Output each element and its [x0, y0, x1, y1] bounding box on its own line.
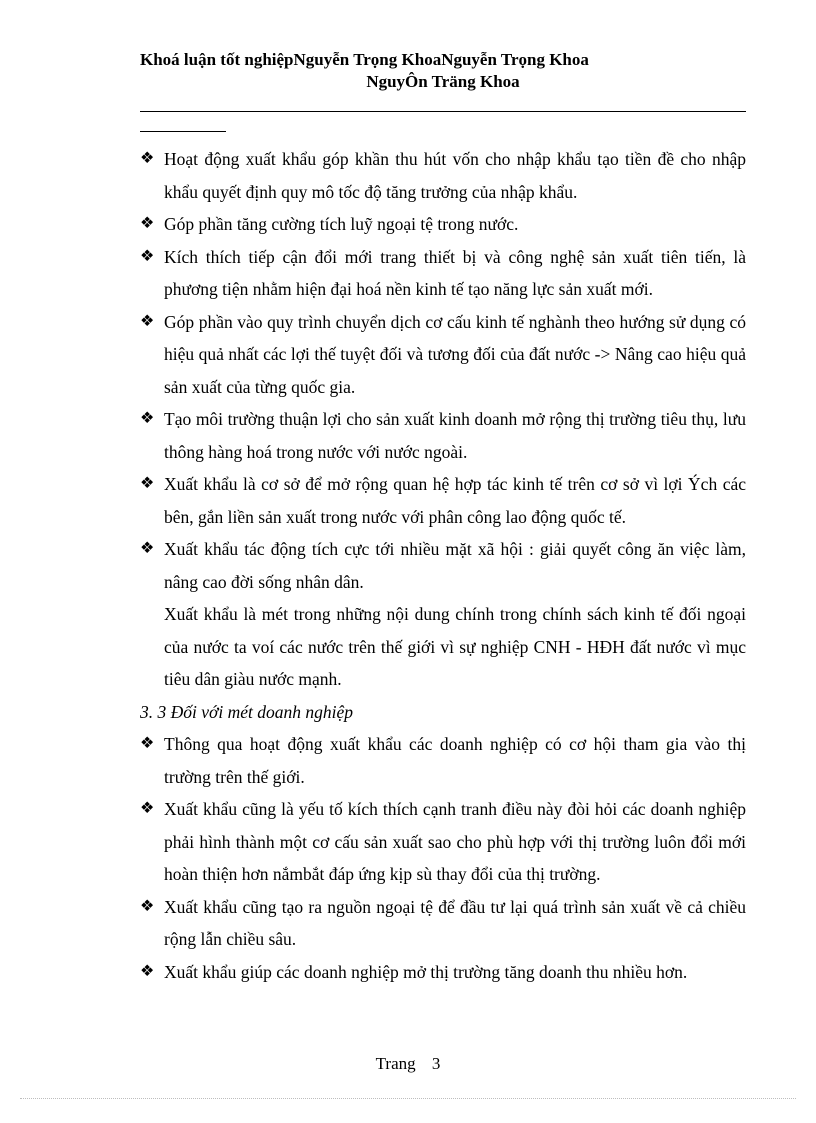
bullet-item — [140, 306, 746, 404]
diamond-bullet-icon: ❖ — [140, 540, 155, 557]
diamond-bullet-icon: ❖ — [140, 150, 155, 167]
section-subheading: 3. 3 Đối với mét doanh nghiệp — [140, 701, 353, 722]
header-rule — [140, 111, 746, 112]
bullet-text: Góp phần vào quy trình chuyển dịch cơ cấu kinh tế nghành theo hướng sử dụng có hiệu quả nhất các lợi thế tuyệt đối và tương đối của đất nước -> Nâng cao hiệu quả sản xuất của từng quốc gia. — [164, 311, 746, 397]
header-rule-short — [140, 131, 226, 132]
header-title-line1: Khoá luận tốt nghiệpNguyễn Trọng KhoaNguyễn Trọng Khoa — [140, 50, 589, 69]
diamond-bullet-icon: ❖ — [140, 475, 155, 492]
diamond-bullet-icon: ❖ — [140, 410, 155, 427]
bullet-item — [140, 143, 746, 208]
bullet-text: Hoạt động xuất khẩu góp khần thu hút vốn cho nhập khẩu tạo tiền đề cho nhập khẩu quyết định quy mô tốc độ tăng trưởng của nhập khẩu. — [164, 149, 746, 202]
bullet-text: Xuất khẩu cũng là yếu tố kích thích cạnh tranh điều này đòi hỏi các doanh nghiệp phải hình thành một cơ cấu sản xuất sao cho phù hợp với thị trường luôn đổi mới hoàn thiện hơn nắmbắt đáp ứng kịp sù thay đổi của thị trường. — [164, 799, 746, 884]
diamond-bullet-icon: ❖ — [140, 735, 155, 752]
bullet-text: Xuất khẩu là cơ sở để mở rộng quan hệ hợp tác kinh tế trên cơ sở vì lợi Ých các bên, gắn liền sản xuất trong nước với phân công lao động quốc tế. — [164, 474, 746, 527]
bullet-item — [140, 208, 746, 241]
header-title-line2: NguyÔn Träng Khoa — [366, 72, 520, 91]
bullet-text: Thông qua hoạt động xuất khẩu các doanh nghiệp có cơ hội tham gia vào thị trường trên thế giới. — [164, 734, 746, 787]
diamond-bullet-icon: ❖ — [140, 962, 155, 980]
document-body — [140, 143, 746, 988]
bullet-item — [140, 891, 746, 956]
bullet-item — [140, 728, 746, 793]
bullet-text: Góp phần tăng cường tích luỹ ngoại tệ trong nước. — [164, 214, 519, 234]
bullet-item — [140, 956, 746, 989]
diamond-bullet-icon: ❖ — [140, 215, 155, 232]
bullet-text: Xuất khẩu cũng tạo ra nguồn ngoại tệ để đầu tư lại quá trình sản xuất về cả chiều rộng lẫn chiều sâu. — [164, 896, 746, 949]
diamond-bullet-icon: ❖ — [140, 897, 155, 915]
bullet-item — [140, 468, 746, 533]
diamond-bullet-icon: ❖ — [140, 800, 155, 817]
footer-label: Trang — [375, 1054, 416, 1073]
bullet-item — [140, 793, 746, 891]
bullet-item — [140, 241, 746, 306]
page-bottom-divider — [20, 1098, 796, 1099]
bullet-text: Xuất khẩu giúp các doanh nghiệp mở thị trường tăng doanh thu nhiều hơn. — [164, 961, 688, 982]
bullet-text: Kích thích tiếp cận đổi mới trang thiết bị và công nghệ sản xuất tiên tiến, là phương tiện nhằm hiện đại hoá nền kinh tế tạo năng lực sản xuất mới. — [164, 246, 746, 299]
page-number: 3 — [431, 1054, 441, 1073]
diamond-bullet-icon: ❖ — [140, 247, 155, 265]
diamond-bullet-icon: ❖ — [140, 312, 155, 330]
page-footer — [0, 1054, 816, 1074]
bullet-text: Tạo môi trường thuận lợi cho sản xuất kinh doanh mở rộng thị trường tiêu thụ, lưu thông hàng hoá trong nước với nước ngoài. — [164, 409, 746, 462]
bullet-item — [140, 403, 746, 468]
paragraph: Xuất khẩu là mét trong những nội dung chính trong chính sách kinh tế đối ngoại của nước ta voí các nước trên thế giới vì sự nghiệp CNH - HĐH đất nước vì mục tiêu dân giàu nước mạnh. — [164, 604, 746, 689]
page-header — [140, 49, 746, 93]
bullet-text: Xuất khẩu tác động tích cực tới nhiều mặt xã hội : giải quyết công ăn việc làm, nâng cao đời sống nhân dân. — [164, 539, 746, 592]
bullet-item — [140, 533, 746, 598]
